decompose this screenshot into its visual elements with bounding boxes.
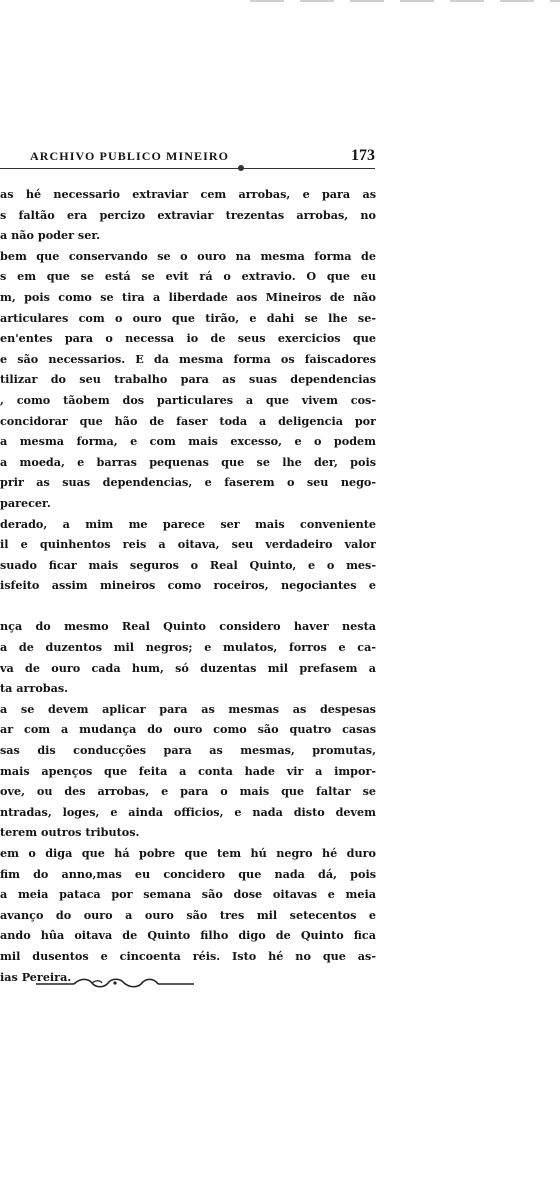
text-line: ar com a mudança do ouro como são quatro casas xyxy=(0,722,376,737)
text-line: avanço do ouro a ouro são tres mil setecentos e xyxy=(0,907,376,922)
text-line: ta arrobas. xyxy=(0,681,69,696)
text-line: a não poder ser. xyxy=(0,228,101,243)
text-line: parecer. xyxy=(0,495,51,510)
text-line: ove, ou des arrobas, e para o mais que faltar se xyxy=(0,784,376,799)
text-line: il e quinhentos reis a oitava, seu verdadeiro valor xyxy=(0,537,376,552)
text-line: a se devem aplicar para as mesmas as despesas xyxy=(0,701,376,716)
text-line: , como tãobem dos particulares a que vivem cos- xyxy=(0,392,376,407)
text-line: terem outros tributos. xyxy=(0,825,140,840)
text-line: sas dis conducções para as mesmas, promutas, xyxy=(0,743,376,758)
text-line: ando hûa oitava de Quinto filho digo de Quinto fica xyxy=(0,928,376,943)
text-line: isfeito assim mineiros como roceiros, negociantes e xyxy=(0,578,376,593)
text-line: a meia pataca por semana são dose oitavas e meia xyxy=(0,887,376,902)
text-line: a de duzentos mil negros; e mulatos, forros e ca- xyxy=(0,640,376,655)
text-line: s em que se está se evit rá o extravio. O que eu xyxy=(0,269,376,284)
body-text xyxy=(0,184,376,987)
header-rule xyxy=(0,168,375,169)
text-line: derado, a mim me parece ser mais conveniente xyxy=(0,516,376,531)
text-line: suado ficar mais seguros o Real Quinto, e o mes- xyxy=(0,557,376,572)
text-line: e são necessarios. E da mesma forma os faiscadores xyxy=(0,351,376,366)
text-line: mais apenços que feita a conta hade vir a impor- xyxy=(0,763,376,778)
text-line: tilizar do seu trabalho para as suas dependencias xyxy=(0,372,376,387)
text-line: ias Pereira. xyxy=(0,969,72,984)
text-line: m, pois como se tira a liberdade aos Mineiros de não xyxy=(0,289,376,304)
text-line: ntradas, loges, e ainda officios, e nada disto devem xyxy=(0,804,376,819)
text-line: concidorar que hão de faser toda a deligencia por xyxy=(0,413,376,428)
page-number: 173 xyxy=(351,147,375,164)
top-edge-rule xyxy=(250,0,560,2)
text-line: articulares com o ouro que tirão, e dahi se lhe se- xyxy=(0,310,376,325)
text-line: prir as suas dependencias, e faserem o seu nego- xyxy=(0,475,376,490)
header-rule-dot xyxy=(238,165,244,171)
text-line: en'entes para o necessa io de seus exercicios que xyxy=(0,331,376,346)
text-line: fim do anno,mas eu concidero que nada dá, pois xyxy=(0,866,376,881)
text-line: s faltão era percizo extraviar trezentas arrobas, no xyxy=(0,207,376,222)
running-title: ARCHIVO PUBLICO MINEIRO xyxy=(30,149,230,163)
text-line: nça do mesmo Real Quinto considero haver nesta xyxy=(0,619,376,634)
text-line: em o diga que há pobre que tem hú negro hé duro xyxy=(0,846,376,860)
flourish-ornament-icon xyxy=(34,976,196,990)
text-line: as hé necessario extraviar cem arrobas, e para as xyxy=(0,187,376,201)
text-line: a mesma forma, e com mais excesso, e o podem xyxy=(0,434,376,449)
text-line: va de ouro cada hum, só duzentas mil prefasem a xyxy=(0,660,376,675)
text-line: bem que conservando se o ouro na mesma forma de xyxy=(0,248,376,263)
text-line: mil dusentos e cincoenta réis. Isto hé no que as- xyxy=(0,948,376,963)
text-line xyxy=(0,596,376,617)
text-line: a moeda, e barras pequenas que se lhe der, pois xyxy=(0,454,376,469)
running-header xyxy=(0,147,560,171)
